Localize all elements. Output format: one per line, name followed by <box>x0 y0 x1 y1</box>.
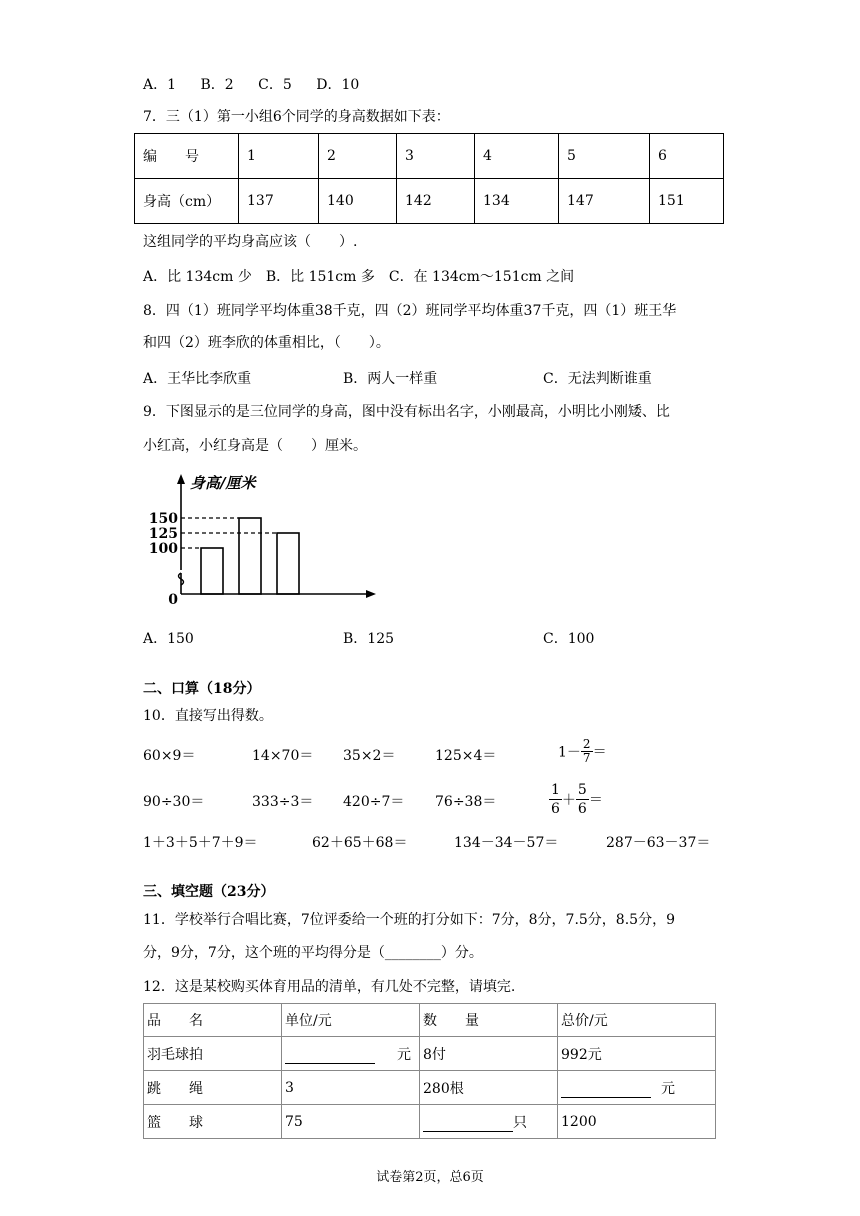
q8-line1: 8．四（1）班同学平均体重38千克，四（2）班同学平均体重37千克，四（1）班王华 <box>143 303 677 319</box>
table-cell: 4 <box>475 134 559 179</box>
fraction-denominator: 6 <box>577 801 587 817</box>
calc-item: 35×2＝ <box>343 748 396 764</box>
q9-line2: 小红高，小红身高是（ ）厘米。 <box>143 438 367 454</box>
calc-item: 76÷38＝ <box>435 794 497 810</box>
table-cell: 147 <box>559 179 650 224</box>
calc-item-fraction <box>549 781 603 818</box>
q7-options: A．比 134cm 少 B．比 151cm 多 C．在 134cm～151cm 之间 <box>143 269 575 285</box>
q12-stem: 12．这是某校购买体育用品的清单，有几处不完整，请填完. <box>143 979 516 995</box>
table-cell: 134 <box>475 179 559 224</box>
table-cell: 151 <box>650 179 724 224</box>
table-cell: 篮 球 <box>144 1105 282 1139</box>
table-header-cell: 数 量 <box>420 1004 558 1037</box>
table-row <box>144 1105 716 1139</box>
fraction-denominator: 6 <box>551 801 560 817</box>
y-tick-label: 100 <box>148 541 178 557</box>
q7-question: 这组同学的平均身高应该（ ）. <box>143 234 358 250</box>
frac-whole: 1－ <box>558 744 581 761</box>
height-table <box>134 133 724 224</box>
calc-item: 14×70＝ <box>252 748 314 764</box>
table-row <box>135 134 724 179</box>
table-cell: 6 <box>650 134 724 179</box>
q11-line1: 11．学校举行合唱比赛，7位评委给一个班的打分如下：7分，8分，7.5分，8.5分，9 <box>143 912 675 928</box>
q9-option-c: C．100 <box>543 631 595 647</box>
fraction <box>549 781 562 818</box>
fraction <box>576 781 589 818</box>
calc-item: 420÷7＝ <box>343 794 405 810</box>
table-row <box>144 1071 716 1105</box>
q11-text-b: ）分。 <box>440 945 483 961</box>
fraction-numerator: 1 <box>551 782 560 798</box>
calc-item-fraction <box>558 738 607 765</box>
q9-option-b: B．125 <box>343 631 395 647</box>
table-cell <box>420 1105 558 1139</box>
fraction-numerator: 2 <box>582 737 591 751</box>
origin-label: 0 <box>168 592 178 608</box>
table-cell: 3 <box>282 1071 420 1105</box>
calc-item: 62＋65＋68＝ <box>312 835 408 851</box>
table-cell: 1 <box>239 134 319 179</box>
y-tick-label: 125 <box>148 526 178 542</box>
bar <box>239 518 261 594</box>
table-cell: 5 <box>559 134 650 179</box>
page-footer: 试卷第2页，总6页 <box>376 1170 484 1185</box>
q8-option-c: C．无法判断谁重 <box>543 371 652 387</box>
fraction <box>581 738 593 765</box>
fraction-numerator: 5 <box>577 782 587 798</box>
bar <box>201 548 223 594</box>
q6-options <box>143 74 359 94</box>
q8-option-a: A．王华比李欣重 <box>143 371 252 387</box>
y-tick-label: 150 <box>148 511 178 527</box>
calc-item: 90÷30＝ <box>143 794 205 810</box>
section3-title: 三、填空题（23分） <box>143 884 275 900</box>
q9-option-a: A．150 <box>143 631 194 647</box>
calc-item: 125×4＝ <box>435 748 497 764</box>
table-cell <box>282 1037 420 1071</box>
q10-stem: 10．直接写出得数。 <box>143 708 273 724</box>
chart-title: 身高/厘米 <box>190 474 256 492</box>
table-row <box>144 1037 716 1071</box>
unit-label: 元 <box>397 1046 411 1063</box>
q6-option-d: D．10 <box>316 77 360 93</box>
q8-option-b: B．两人一样重 <box>343 371 438 387</box>
unit-label: 只 <box>513 1114 527 1131</box>
calc-item: 333÷3＝ <box>252 794 314 810</box>
table-cell: 142 <box>397 179 475 224</box>
q11-text-a: 分，9分，7分，这个班的平均得分是（ <box>143 945 385 961</box>
height-chart <box>140 468 380 616</box>
frac-equals: ＝ <box>588 792 603 809</box>
x-axis-arrow <box>366 590 376 598</box>
table-cell: 3 <box>397 134 475 179</box>
quantity-blank[interactable] <box>423 1117 513 1132</box>
table-header-cell: 总价/元 <box>558 1004 716 1037</box>
q9-line1: 9．下图显示的是三位同学的身高，图中没有标出名字，小刚最高，小明比小刚矮、比 <box>143 404 670 420</box>
fraction-denominator: 7 <box>582 751 591 765</box>
table-header-cell: 单位/元 <box>282 1004 420 1037</box>
calc-item: 60×9＝ <box>143 748 196 764</box>
table-cell: 跳 绳 <box>144 1071 282 1105</box>
table-cell: 2 <box>319 134 397 179</box>
calc-item: 134－34－57＝ <box>454 835 559 851</box>
q6-option-c: C．5 <box>258 77 292 93</box>
q6-option-b: B．2 <box>200 77 234 93</box>
table-cell <box>558 1071 716 1105</box>
q11-answer-blank[interactable]: ________ <box>384 945 441 961</box>
total-price-blank[interactable] <box>561 1083 651 1098</box>
table-row <box>135 179 724 224</box>
table-row <box>144 1004 716 1037</box>
q6-option-a: A．1 <box>143 77 177 93</box>
table-cell: 280根 <box>420 1071 558 1105</box>
table-cell: 75 <box>282 1105 420 1139</box>
y-axis-arrow <box>177 474 185 484</box>
frac-op: ＋ <box>561 792 576 809</box>
q7-stem: 7．三（1）第一小组6个同学的身高数据如下表： <box>143 109 450 125</box>
table-cell: 羽毛球拍 <box>144 1037 282 1071</box>
frac-equals: ＝ <box>592 744 607 761</box>
table-header-cell: 品 名 <box>144 1004 282 1037</box>
bar <box>277 533 299 594</box>
unit-label: 元 <box>661 1080 675 1097</box>
table-cell: 编 号 <box>135 134 239 179</box>
table-cell: 1200 <box>558 1105 716 1139</box>
section2-title: 二、口算（18分） <box>143 681 261 697</box>
unit-price-blank[interactable] <box>285 1049 375 1064</box>
table-cell: 992元 <box>558 1037 716 1071</box>
table-cell: 137 <box>239 179 319 224</box>
q8-line2: 和四（2）班李欣的体重相比，（ ）。 <box>143 335 390 351</box>
table-cell: 8付 <box>420 1037 558 1071</box>
purchase-table <box>143 1003 716 1139</box>
calc-item: 1＋3＋5＋7＋9＝ <box>143 835 258 851</box>
table-cell: 140 <box>319 179 397 224</box>
table-cell: 身高（cm） <box>135 179 239 224</box>
calc-item: 287－63－37＝ <box>606 835 711 851</box>
q11-line2 <box>143 943 483 963</box>
